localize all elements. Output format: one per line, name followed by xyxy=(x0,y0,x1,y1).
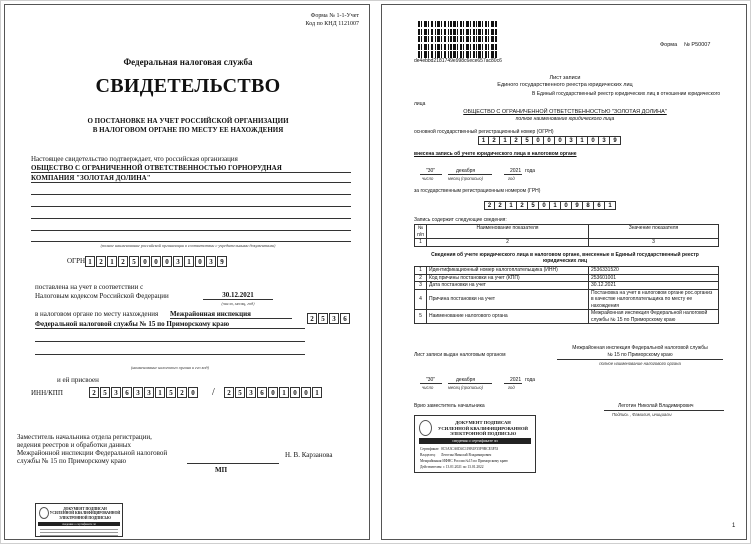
underline xyxy=(448,383,492,384)
underline xyxy=(504,174,522,175)
table-row xyxy=(415,267,719,275)
ogrn-digit: 2 xyxy=(118,256,128,267)
inn-digit: 3 xyxy=(144,387,154,398)
inn-kpp-separator: / xyxy=(212,387,215,398)
table-row xyxy=(415,274,719,282)
kpp-digit: 0 xyxy=(301,387,311,398)
ogrn-digit: 3 xyxy=(173,256,183,267)
issued-label: Лист записи выдан налоговым органом xyxy=(414,352,506,358)
grn-digit: 6 xyxy=(594,201,605,210)
ogrn-digit: 1 xyxy=(478,136,489,145)
row-name: Причина постановки на учет xyxy=(427,289,589,310)
authority-name-line-1: Межрайонная инспекция xyxy=(170,310,251,318)
authority-code-digit: 6 xyxy=(340,313,350,324)
stamp-line xyxy=(40,535,118,536)
grn-digit: 8 xyxy=(583,201,594,210)
underline xyxy=(203,299,273,300)
stamp-line-1: ДОКУМЕНТ ПОДПИСАН xyxy=(63,507,107,511)
ogrn-label: ОГРН xyxy=(67,257,86,265)
authority-code-cells xyxy=(307,313,351,324)
underline xyxy=(604,410,724,411)
row-number: 4 xyxy=(415,289,427,310)
stamp-line-3: ЭЛЕКТРОННОЙ ПОДПИСЬЮ xyxy=(59,515,111,520)
stamp-cert-value: 0C5A3CA0D4C119B1F35F9BCE3F53 xyxy=(441,447,499,451)
sheet-title: Лист записи xyxy=(549,75,581,81)
ogrn-digit: 3 xyxy=(566,136,577,145)
registered-text-2: Налоговым кодексом Российской Федерации xyxy=(35,292,169,300)
stamp-line-2: УСИЛЕННОЙ КВАЛИФИЦИРОВАННОЙ xyxy=(437,425,528,431)
date-caption: (число, месяц, год) xyxy=(221,301,255,306)
row-value: Постановка на учет в налоговом органе рос.организ в качестве налогоплательщика по месту ее нахождения xyxy=(589,289,719,310)
esign-stamp xyxy=(35,503,123,537)
ogrn-digit: 2 xyxy=(96,256,106,267)
inn-digit: 2 xyxy=(177,387,187,398)
stamp-line xyxy=(40,532,118,533)
inn-digit: 0 xyxy=(188,387,198,398)
row-name: Идентификационный номер налогоплательщика (ИНН) xyxy=(427,267,589,275)
issue-month: декабря xyxy=(456,377,476,383)
kpp-digit: 1 xyxy=(312,387,322,398)
entry-year: 2021 xyxy=(510,168,522,174)
section-title-2: юридических лиц xyxy=(542,258,588,264)
form-code: № Р50007 xyxy=(684,42,711,48)
authority-code-digit: 3 xyxy=(329,313,339,324)
ogrn-digit: 0 xyxy=(533,136,544,145)
kpp-digit: 1 xyxy=(279,387,289,398)
service-name: Федеральная налоговая служба xyxy=(123,57,253,67)
knd-code: Код по КНД 1121007 xyxy=(305,21,359,27)
organization-name-line-2: КОМПАНИЯ "ЗОЛОТАЯ ДОЛИНА" xyxy=(31,174,151,182)
stamp-valid-value: Действителен: с 13.01.2021 по 13.01.2022 xyxy=(420,465,484,469)
ogrn-digit: 0 xyxy=(555,136,566,145)
table-row xyxy=(415,289,719,310)
authority-code-digit: 2 xyxy=(307,313,317,324)
column-header-value: Значение показателя xyxy=(589,225,719,239)
column-header-name: Наименование показателя xyxy=(427,225,589,239)
stamp-line xyxy=(40,529,118,530)
section-title-1: Сведения об учете юридического лица в налоговом органе, внесенные в Единый государственный реестр xyxy=(431,252,699,258)
ogrn-digit: 1 xyxy=(577,136,588,145)
inn-cells xyxy=(89,387,199,398)
column-index-3: 3 xyxy=(589,239,719,247)
deputy-label: Врио заместитель начальника xyxy=(414,403,485,409)
inn-digit: 3 xyxy=(133,387,143,398)
authority-name-line-2: Федеральной налоговой службы № 15 по Приморскому краю xyxy=(35,320,230,328)
year-caption: год xyxy=(508,385,515,390)
inn-digit: 5 xyxy=(166,387,176,398)
signer-position-3: Межрайонной инспекции Федеральной налоговой xyxy=(17,449,168,457)
ogrn-digit: 5 xyxy=(522,136,533,145)
ogrn-digit: 0 xyxy=(151,256,161,267)
underline xyxy=(31,194,351,195)
signature-line xyxy=(187,463,279,464)
kpp-digit: 2 xyxy=(224,387,234,398)
authority-prefix: в налоговом органе по месту нахождения xyxy=(35,310,159,318)
authority-caption: (наименование налогового органа и его код) xyxy=(130,365,210,370)
document-subtitle-1: О ПОСТАНОВКЕ НА УЧЕТ РОССИЙСКОЙ ОРГАНИЗАЦИИ xyxy=(87,117,289,125)
authority-code-digit: 5 xyxy=(318,313,328,324)
entry-year-suffix: года xyxy=(525,168,536,174)
form-label: Форма xyxy=(660,42,678,48)
grn-cells xyxy=(484,201,616,210)
row-number: 5 xyxy=(415,310,427,324)
barcode-image xyxy=(418,21,498,58)
stamp-line-3: ЭЛЕКТРОННОЙ ПОДПИСЬЮ xyxy=(449,431,517,437)
row-number: 3 xyxy=(415,282,427,290)
underline xyxy=(35,354,305,355)
stamp-line-2: УСИЛЕННОЙ КВАЛИФИЦИРОВАННОЙ xyxy=(49,511,121,516)
underline xyxy=(557,359,723,360)
document-title: СВИДЕТЕЛЬСТВО xyxy=(95,75,281,97)
esign-stamp xyxy=(414,415,536,473)
underline xyxy=(31,241,351,242)
column-index-2: 2 xyxy=(427,239,589,247)
stamp-owner-label: Владелец: xyxy=(420,453,436,457)
issue-year-suffix: года xyxy=(525,377,536,383)
entry-month: декабря xyxy=(456,168,476,174)
signer-position-4: службы № 15 по Приморскому краю xyxy=(17,457,127,465)
month-caption: месяц (прописью) xyxy=(448,385,483,390)
grn-digit: 2 xyxy=(495,201,506,210)
month-caption: месяц (прописью) xyxy=(448,176,483,181)
kpp-digit: 5 xyxy=(235,387,245,398)
kpp-digit: 3 xyxy=(246,387,256,398)
stamp-certificate-bar: сведения о сертификате эп xyxy=(419,438,531,444)
organization-caption: (полное наименование российской организации в соответствии с учредительными документами) xyxy=(100,243,276,248)
ogrn-digit: 0 xyxy=(588,136,599,145)
row-name: Наименование налогового органа xyxy=(427,310,589,324)
ogrn-digit: 9 xyxy=(217,256,227,267)
grn-digit: 2 xyxy=(517,201,528,210)
row-value: 253601001 xyxy=(589,274,719,282)
kpp-digit: 6 xyxy=(257,387,267,398)
underline xyxy=(504,383,522,384)
underline xyxy=(420,174,442,175)
ogrn-digit: 1 xyxy=(500,136,511,145)
header-table xyxy=(414,224,719,247)
ogrn-digit: 0 xyxy=(544,136,555,145)
organization-name: ОБЩЕСТВО С ОГРАНИЧЕННОЙ ОТВЕТСТВЕННОСТЬЮ "ЗОЛОТАЯ ДОЛИНА" xyxy=(463,109,667,115)
day-caption: число xyxy=(422,176,434,181)
grn-digit: 9 xyxy=(572,201,583,210)
barcode-text: de4ebbd2181749e998c6ece657ac80c6 xyxy=(414,58,502,64)
issued-caption: полное наименование налогового органа xyxy=(599,361,681,366)
kpp-digit: 0 xyxy=(268,387,278,398)
inn-digit: 1 xyxy=(155,387,165,398)
ogrn-digit: 3 xyxy=(599,136,610,145)
organization-name-line-1: ОБЩЕСТВО С ОГРАНИЧЕННОЙ ОТВЕТСТВЕННОСТЬЮ ГОРНОРУДНАЯ xyxy=(31,164,282,172)
assigned-text: и ей присвоен xyxy=(57,376,99,384)
ogrn-cells xyxy=(478,136,621,145)
underline xyxy=(31,182,351,183)
ogrn-digit: 9 xyxy=(610,136,621,145)
row-number: 2 xyxy=(415,274,427,282)
deputy-name: Леготин Николай Владимирович xyxy=(618,403,694,409)
ogrn-digit: 0 xyxy=(162,256,172,267)
ogrn-digit: 3 xyxy=(206,256,216,267)
ogrn-digit: 1 xyxy=(107,256,117,267)
entry-made-text: внесена запись об учете юридического лица в налоговом органе xyxy=(414,151,577,157)
underline xyxy=(31,206,351,207)
registration-date: 30.12.2021 xyxy=(222,291,254,299)
underline xyxy=(35,341,305,342)
row-number: 1 xyxy=(415,267,427,275)
ogrn-digit: 1 xyxy=(184,256,194,267)
ogrn-label: основной государственный регистрационный номер (ОГРН) xyxy=(414,129,554,135)
column-header-number: № п/п xyxy=(415,225,427,239)
signer-position-2: ведения реестров и обработки данных xyxy=(17,441,132,449)
registry-sheet-page[interactable] xyxy=(381,4,747,540)
underline xyxy=(31,230,351,231)
stamp-org-value: Межрайонная ИФНС России №15 по Приморскому краю xyxy=(420,459,508,463)
contains-text: Запись содержит следующие сведения: xyxy=(414,217,507,223)
intro-text: Настоящее свидетельство подтверждает, что российская организация xyxy=(31,155,238,163)
page-number: 1 xyxy=(732,523,736,529)
table-row xyxy=(415,310,719,324)
ogrn-digit: 5 xyxy=(129,256,139,267)
stamp-certificate-bar: сведения о сертификате эп xyxy=(38,522,120,526)
underline xyxy=(420,383,442,384)
organization-caption: полное наименование юридического лица xyxy=(515,116,615,122)
intro-text-2: лица xyxy=(414,101,426,107)
stamp-owner-value: Леготин Николай Владимирович xyxy=(441,453,492,457)
signer-position-1: Заместитель начальника отдела регистрации, xyxy=(17,433,152,441)
row-value: Межрайонная инспекция Федеральной налоговой службы № 15 по Приморскому краю xyxy=(589,310,719,324)
underline xyxy=(31,172,351,173)
day-caption: число xyxy=(422,385,434,390)
grn-digit: 1 xyxy=(506,201,517,210)
underline xyxy=(35,328,305,329)
issue-day: "30" xyxy=(426,377,436,383)
underline xyxy=(170,318,292,319)
seal-place-label: МП xyxy=(215,466,228,474)
column-index-1: 1 xyxy=(415,239,427,247)
inn-digit: 2 xyxy=(89,387,99,398)
kpp-digit: 0 xyxy=(290,387,300,398)
registry-details-table xyxy=(414,266,719,324)
ogrn-cells xyxy=(85,256,228,267)
issued-by-line-2: № 15 по Приморскому краю xyxy=(607,352,673,358)
row-value: 2536331520 xyxy=(589,267,719,275)
registered-text-1: поставлена на учет в соответствии с xyxy=(35,283,144,291)
inn-kpp-label: ИНН/КПП xyxy=(31,389,63,397)
grn-digit: 1 xyxy=(605,201,616,210)
stamp-line-1: ДОКУМЕНТ ПОДПИСАН xyxy=(455,420,511,425)
issue-year: 2021 xyxy=(510,377,522,383)
signer-name: Н. В. Карзанова xyxy=(285,451,333,459)
inn-digit: 5 xyxy=(100,387,110,398)
kpp-cells xyxy=(224,387,323,398)
grn-digit: 2 xyxy=(484,201,495,210)
underline xyxy=(448,174,492,175)
grn-digit: 0 xyxy=(539,201,550,210)
grn-digit: 5 xyxy=(528,201,539,210)
ogrn-digit: 1 xyxy=(85,256,95,267)
sheet-subtitle: Единого государственного реестра юридических лиц xyxy=(497,82,633,88)
grn-label: за государственным регистрационным номером (ГРН) xyxy=(414,188,541,194)
row-name: Код причины постановки на учет (КПП) xyxy=(427,274,589,282)
row-name: Дата постановки на учет xyxy=(427,282,589,290)
inn-digit: 6 xyxy=(122,387,132,398)
ogrn-digit: 0 xyxy=(140,256,150,267)
ogrn-digit: 2 xyxy=(489,136,500,145)
certificate-page[interactable] xyxy=(4,4,370,540)
entry-day: "30" xyxy=(426,168,436,174)
document-subtitle-2: В НАЛОГОВОМ ОРГАНЕ ПО МЕСТУ ЕЕ НАХОЖДЕНИЯ xyxy=(92,126,284,134)
stamp-cert-label: Сертификат: xyxy=(420,447,440,451)
ogrn-digit: 2 xyxy=(511,136,522,145)
ogrn-digit: 0 xyxy=(195,256,205,267)
intro-text-1: В Единый государственный реестр юридических лиц в отношении юридического xyxy=(532,91,721,97)
row-value: 30.12.2021 xyxy=(589,282,719,290)
table-row xyxy=(415,282,719,290)
issued-by-line-1: Межрайонная инспекция Федеральной налоговой службы xyxy=(572,345,708,351)
grn-digit: 0 xyxy=(561,201,572,210)
deputy-caption: Подпись , Фамилия, инициалы xyxy=(612,412,672,417)
underline xyxy=(31,218,351,219)
inn-digit: 3 xyxy=(111,387,121,398)
form-number: Форма № 1-1-Учет xyxy=(310,13,359,19)
grn-digit: 1 xyxy=(550,201,561,210)
year-caption: год xyxy=(508,176,515,181)
